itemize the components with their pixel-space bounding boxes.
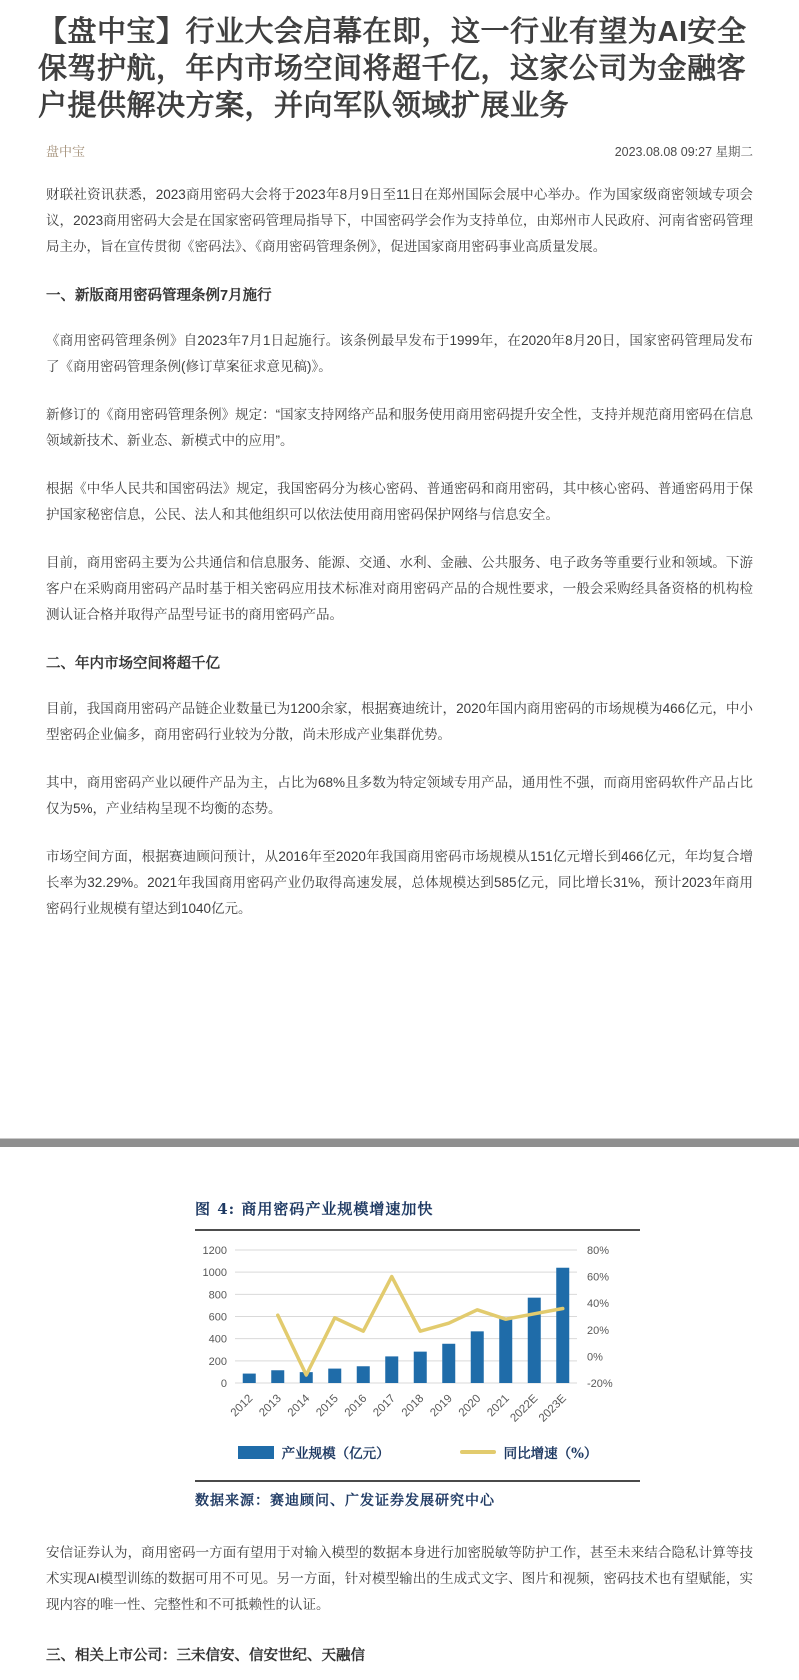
byline bbox=[46, 141, 753, 160]
paragraph: 目前，我国商用密码产品链企业数量已为1200余家，根据赛迪统计，2020年国内商用密码的市场规模为466亿元，中小型密码企业偏多，商用密码行业较为分散，尚未形成产业集群优势。 bbox=[46, 701, 753, 742]
bar bbox=[271, 1370, 284, 1383]
article-body-bottom bbox=[46, 1540, 753, 1666]
figure-legend bbox=[195, 1442, 640, 1462]
x-axis-tick: 2013 bbox=[257, 1392, 284, 1420]
bar bbox=[471, 1331, 484, 1383]
left-axis-tick: 400 bbox=[208, 1333, 227, 1346]
x-axis-tick: 2017 bbox=[371, 1392, 398, 1420]
legend-label: 同比增速（%） bbox=[503, 1446, 598, 1462]
paragraph: 《商用密码管理条例》自2023年7月1日起施行。该条例最早发布于1999年，在2020年8月20日，国家密码管理局发布了《商用密码管理条例(修订草案征求意见稿)》。 bbox=[46, 333, 753, 374]
article-datetime: 2023.08.08 09:27 星期二 bbox=[614, 145, 753, 159]
left-axis-tick: 0 bbox=[220, 1378, 227, 1390]
blank-space bbox=[0, 922, 799, 1138]
bar bbox=[328, 1369, 341, 1383]
right-axis-tick: 0% bbox=[587, 1351, 603, 1364]
figure-plot bbox=[195, 1235, 640, 1440]
left-axis-tick: 1000 bbox=[202, 1267, 227, 1280]
x-axis-tick: 2019 bbox=[428, 1392, 455, 1420]
legend-item-line bbox=[460, 1442, 598, 1462]
section-divider bbox=[0, 1138, 799, 1147]
left-axis-tick: 200 bbox=[208, 1355, 227, 1368]
paragraph: 市场空间方面，根据赛迪顾问预计，从2016年至2020年我国商用密码市场规模从151亿元增长到466亿元，年均复合增长率为32.29%。2021年我国商用密码产业仍取得高速发展，总体规模达到585亿元，同比增长31%，预计2023年商用密码行业规模有望达到1040亿元。 bbox=[46, 849, 753, 916]
right-axis-tick: 80% bbox=[587, 1245, 610, 1257]
x-axis-labels bbox=[229, 1392, 569, 1424]
figure-source-note: 数据来源：赛迪顾问、广发证券发展研究中心 bbox=[195, 1480, 640, 1510]
x-axis-tick: 2018 bbox=[399, 1392, 427, 1420]
figure-4-block bbox=[195, 1197, 640, 1510]
paragraph: 其中，商用密码产业以硬件产品为主，占比为68%且多数为特定领域专用产品，通用性不强，而商用密码软件产品占比仅为5%，产业结构呈现不均衡的态势。 bbox=[46, 775, 753, 816]
left-axis-tick: 1200 bbox=[202, 1245, 227, 1257]
bar-swatch-icon bbox=[238, 1446, 274, 1459]
x-axis-tick: 2015 bbox=[314, 1392, 341, 1420]
x-axis-tick: 2022E bbox=[508, 1392, 541, 1425]
paragraph: 目前，商用密码主要为公共通信和信息服务、能源、交通、水利、金融、公共服务、电子政务等重要行业和领域。下游客户在采购商用密码产品时基于相关密码应用技术标准对商用密码产品的合规性要求，一般会采购经具备资格的机构检测认证合格并取得产品型号证书的商用密码产品。 bbox=[46, 555, 753, 622]
x-axis-tick: 2021 bbox=[485, 1392, 512, 1420]
bar bbox=[385, 1356, 398, 1383]
x-axis-tick: 2020 bbox=[456, 1392, 484, 1420]
bar bbox=[414, 1352, 427, 1383]
bar bbox=[357, 1366, 370, 1383]
x-axis-tick: 2016 bbox=[342, 1392, 370, 1420]
blank-space bbox=[0, 1147, 799, 1197]
bar bbox=[499, 1318, 512, 1383]
section-heading-1: 一、新版商用密码管理条例7月施行 bbox=[46, 288, 272, 304]
paragraph: 财联社资讯获悉，2023商用密码大会将于2023年8月9日至11日在郑州国际会展中心举办。作为国家级商密领域专项会议，2023商用密码大会是在国家密码管理局指导下，中国密码学会作为支持单位，由郑州市人民政府、河南省密码管理局主办，旨在宣传贯彻《密码法》、《商用密码管理条例》，促进国家商用密码事业高质量发展。 bbox=[46, 187, 753, 254]
line-swatch-icon bbox=[460, 1450, 496, 1454]
paragraph: 新修订的《商用密码管理条例》规定：“国家支持网络产品和服务使用商用密码提升安全性，支持并规范商用密码在信息领域新技术、新业态、新模式中的应用”。 bbox=[46, 407, 753, 448]
x-axis-tick: 2014 bbox=[285, 1392, 313, 1420]
bar bbox=[556, 1268, 569, 1383]
right-axis-tick: 20% bbox=[587, 1324, 610, 1337]
right-axis-tick: 60% bbox=[587, 1271, 610, 1284]
x-axis-tick: 2012 bbox=[228, 1392, 256, 1420]
bar bbox=[243, 1374, 256, 1383]
section-heading-3: 三、相关上市公司：三未信安、信安世纪、天融信 bbox=[46, 1648, 365, 1664]
gridlines bbox=[203, 1245, 613, 1390]
bar bbox=[442, 1344, 455, 1383]
bar bbox=[528, 1298, 541, 1383]
article-body bbox=[46, 182, 753, 922]
legend-label: 产业规模（亿元） bbox=[281, 1446, 390, 1462]
right-axis-tick: -20% bbox=[587, 1378, 613, 1390]
legend-item-bar bbox=[238, 1442, 390, 1462]
left-axis-tick: 600 bbox=[208, 1311, 227, 1324]
section-heading-2: 二、年内市场空间将超千亿 bbox=[46, 656, 220, 672]
x-axis-tick: 2023E bbox=[536, 1392, 569, 1425]
right-axis-tick: 40% bbox=[587, 1298, 610, 1311]
figure-title: 图 4: 商用密码产业规模增速加快 bbox=[195, 1197, 640, 1231]
paragraph: 根据《中华人民共和国密码法》规定，我国密码分为核心密码、普通密码和商用密码，其中核心密码、普通密码用于保护国家秘密信息，公民、法人和其他组织可以依法使用商用密码保护网络与信息安全。 bbox=[46, 481, 753, 522]
page-title: 【盘中宝】行业大会启幕在即，这一行业有望为AI安全保驾护航，年内市场空间将超千亿，这家公司为金融客户提供解决方案，并向军队领域扩展业务 bbox=[38, 16, 747, 122]
paragraph: 安信证券认为，商用密码一方面有望用于对输入模型的数据本身进行加密脱敏等防护工作，甚至未来结合隐私计算等技术实现AI模型训练的数据可用不可见。另一方面，针对模型输出的生成式文字、图片和视频，密码技术也有望赋能，实现内容的唯一性、完整性和不可抵赖性的认证。 bbox=[46, 1545, 753, 1612]
left-axis-tick: 800 bbox=[208, 1289, 227, 1302]
article-source: 盘中宝 bbox=[46, 144, 86, 159]
bar-series bbox=[243, 1268, 570, 1383]
